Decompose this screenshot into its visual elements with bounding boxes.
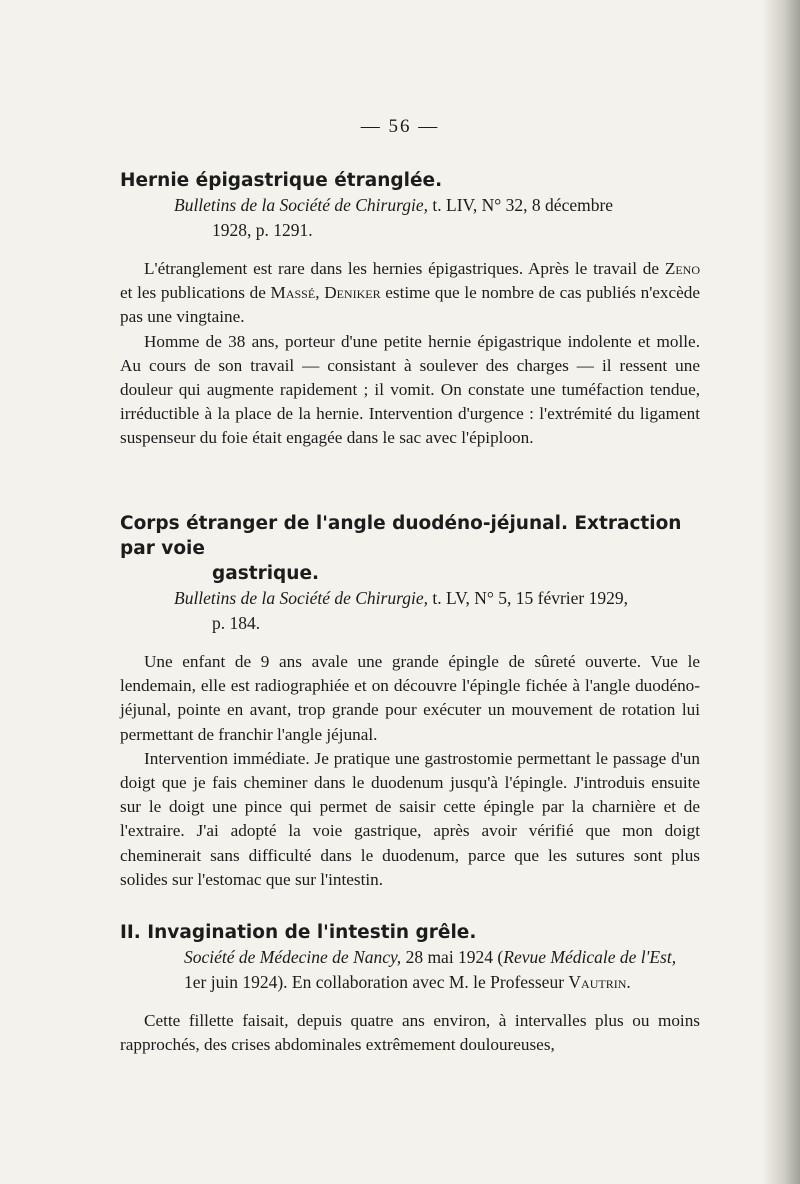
section-hernie [120, 168, 700, 451]
citation-journal: Bulletins de la Société de Chirurgie, [174, 195, 429, 215]
citation [120, 586, 700, 611]
section-title [120, 920, 700, 945]
section-title: Corps étranger de l'angle duodéno-jéjunal. Extraction par voie [120, 513, 682, 559]
citation-continued: 1928, p. 1291. [212, 220, 313, 240]
citation-end: . [626, 972, 631, 992]
citation-date: 28 mai 1924 ( [401, 947, 504, 967]
citation-details: t. LV, N° 5, 15 février 1929, [428, 588, 628, 608]
paragraph: Intervention immédiate. Je pratique une gastrostomie permettant le passage d'un doigt que je fais cheminer dans le duodenum jusqu'à l'épingle. J'introduis ensuite sur le doigt une pince qui permet de saisir cette épingle par la charnière et de l'extraire. J'ai adopté la voie gastrique, après avoir vérifié que mon doigt cheminerait sans difficulté dans le duodenum, parce que les sutures sont plus solides sur l'estomac que sur l'intestin. [120, 748, 700, 889]
section-invagination [120, 920, 700, 1057]
paragraph-text: L'étranglement est rare dans les hernies épigastriques. Après le travail de [144, 259, 665, 278]
author-name: Vautrin [568, 972, 627, 992]
page-edge-shadow [762, 0, 800, 1184]
paragraph: Homme de 38 ans, porteur d'une petite hernie épigastrique indolente et molle. Au cours de son travail — consistant à soulever des charges — il ressent une douleur qui augmente rapidement ; il vomit. On constate une tuméfaction tendue, irréductible à la place de la hernie. Intervention d'urgence : l'extrémité du ligament suspenseur du foie était engagée dans le sac avec l'épiploon. [120, 331, 700, 448]
author-name: Massé [270, 283, 316, 303]
section-title: Hernie épigastrique étranglée. [120, 170, 443, 191]
citation [120, 193, 700, 218]
citation-journal: Bulletins de la Société de Chirurgie, [174, 588, 429, 608]
paragraph: Cette fillette faisait, depuis quatre ans environ, à intervalles plus ou moins rapprochés, des crises abdominales extrêmement douloureuses, [120, 1011, 700, 1055]
author-name: Deniker [324, 283, 381, 303]
citation-continued: p. 184. [212, 613, 261, 633]
citation-society: Société de Médecine de Nancy, [184, 947, 402, 967]
page-number: — 56 — [360, 116, 440, 137]
citation [120, 945, 700, 995]
section-corps-etranger [120, 511, 700, 892]
section-title-text: Invagination de l'intestin grêle. [147, 922, 477, 943]
citation-details: t. LIV, N° 32, 8 décembre [428, 195, 614, 215]
paragraph-text: et les publications de [120, 283, 271, 303]
author-name: Zeno [664, 259, 700, 278]
section-title-continued: gastrique. [212, 563, 320, 584]
citation-journal: Revue Médicale de l'Est, [503, 947, 677, 967]
section-numeral: II. [120, 922, 141, 943]
citation-details: 1er juin 1924). En collaboration avec M. le Professeur [184, 972, 569, 992]
paragraph [120, 257, 700, 330]
paragraph: Une enfant de 9 ans avale une grande épingle de sûreté ouverte. Vue le lendemain, elle est radiographiée et on découvre l'épingle fichée à l'angle duodéno-jéjunal, pointe en avant, trop grande pour exécuter un mouvement de rotation lui permettant de franchir l'angle jéjunal. [120, 652, 700, 744]
paragraph-text: estime que le nombre de cas publiés n'excède pas une vingtaine. [120, 283, 700, 327]
paragraph-text: , [315, 283, 325, 303]
